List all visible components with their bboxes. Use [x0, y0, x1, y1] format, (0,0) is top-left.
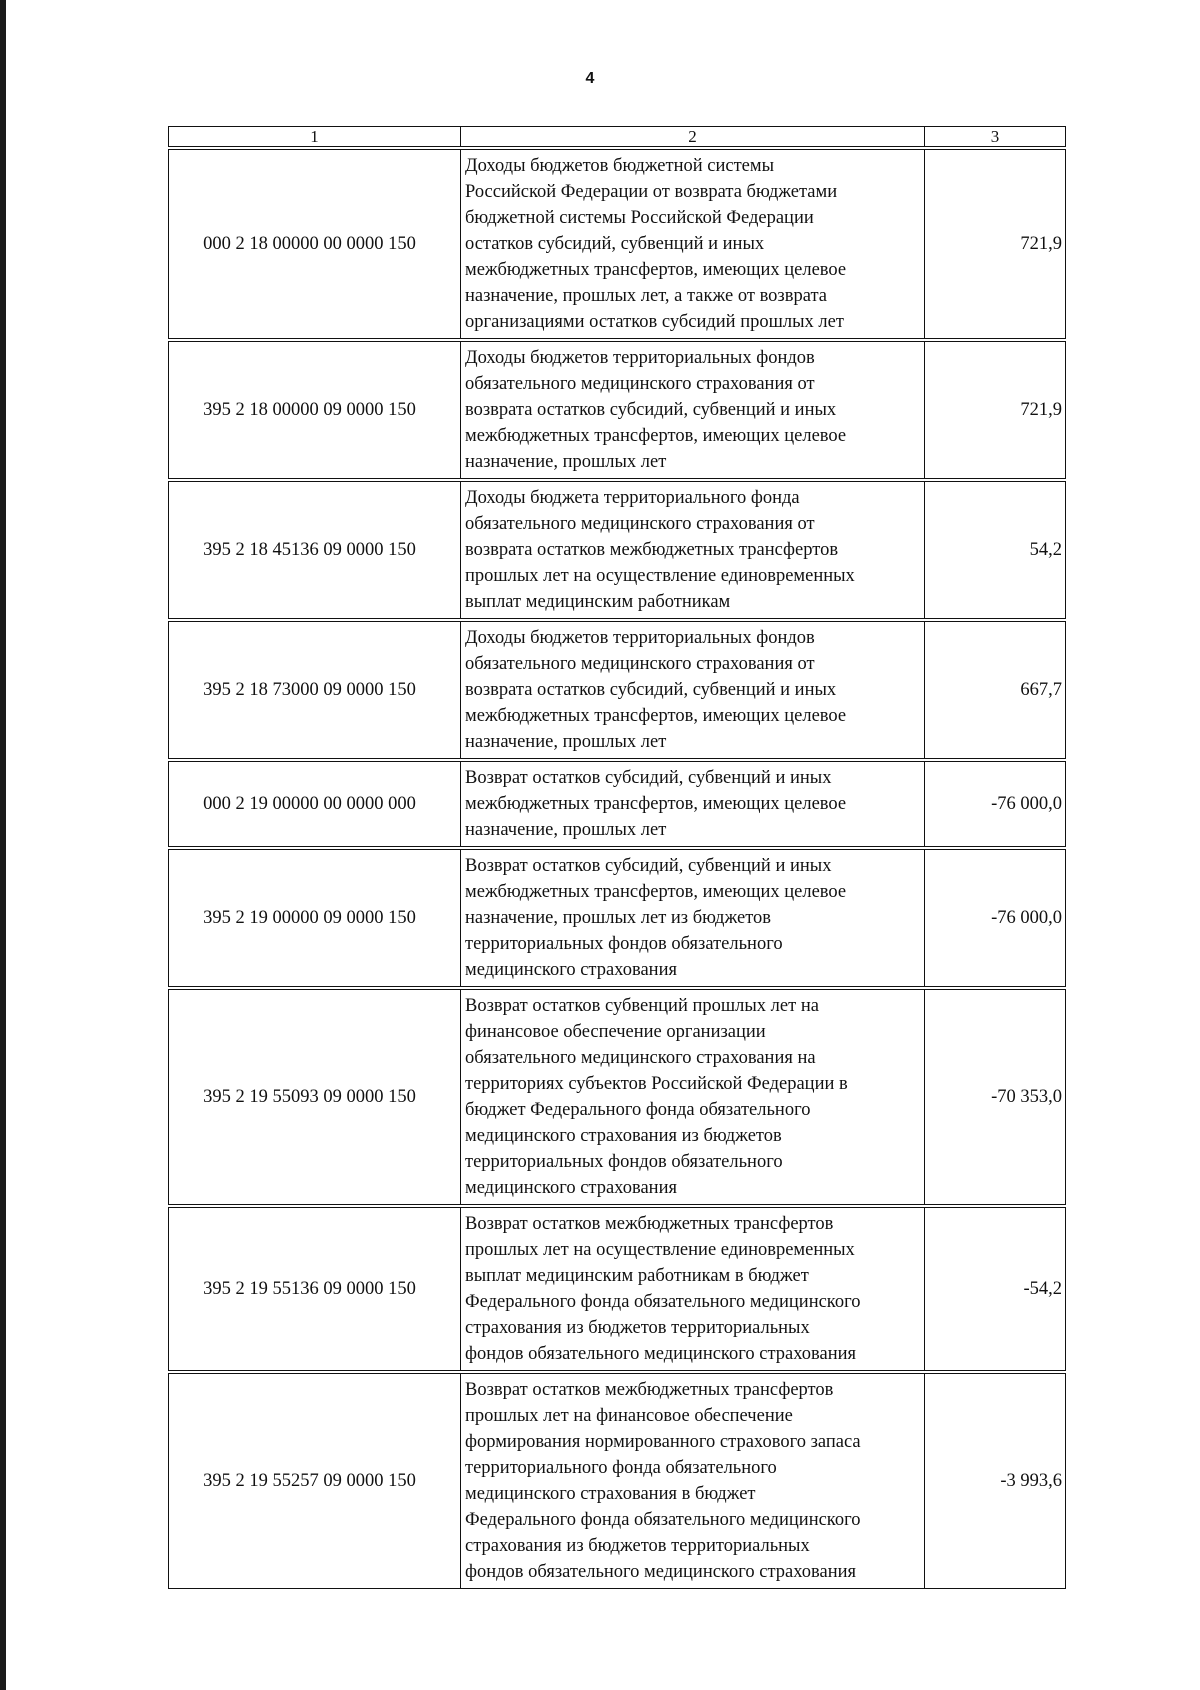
description-line: прошлых лет на осуществление единовременных	[465, 1240, 855, 1260]
description-line: Федерального фонда обязательного медицинского	[465, 1292, 861, 1312]
table-row	[169, 848, 1066, 988]
description-line: Доходы бюджетов бюджетной системы	[465, 156, 775, 176]
description-line: межбюджетных трансфертов, имеющих целевое	[465, 260, 847, 280]
description-line: межбюджетных трансфертов, имеющих целевое	[465, 794, 847, 814]
budget-code-cell: 000 2 19 00000 00 0000 000	[169, 760, 461, 848]
description-line: Федерального фонда обязательного медицинского	[465, 1510, 861, 1530]
description-cell	[461, 848, 925, 988]
description-line: межбюджетных трансфертов, имеющих целевое	[465, 706, 847, 726]
budget-code-cell: 395 2 19 00000 09 0000 150	[169, 848, 461, 988]
page-number: 4	[585, 70, 595, 87]
amount-cell: -76 000,0	[925, 760, 1066, 848]
description-line: выплат медицинским работникам в бюджет	[465, 1266, 809, 1286]
amount-cell: -54,2	[925, 1206, 1066, 1372]
description-line: Возврат остатков межбюджетных трансфертов	[465, 1214, 834, 1234]
description-line: территориальных фондов обязательного	[465, 1152, 783, 1172]
description-line: территориального фонда обязательного	[465, 1458, 777, 1478]
description-line: формирования нормированного страхового запаса	[465, 1432, 861, 1452]
table-row	[169, 480, 1066, 620]
scan-edge	[0, 0, 6, 1690]
budget-code-cell: 395 2 19 55136 09 0000 150	[169, 1206, 461, 1372]
description-line: Доходы бюджета территориального фонда	[465, 488, 800, 508]
description-line: организациями остатков субсидий прошлых лет	[465, 312, 844, 332]
description-line: медицинского страхования из бюджетов	[465, 1126, 782, 1146]
budget-code-cell: 395 2 19 55093 09 0000 150	[169, 988, 461, 1206]
description-line: финансовое обеспечение организации	[465, 1022, 766, 1042]
description-line: остатков субсидий, субвенций и иных	[465, 234, 765, 254]
table-row	[169, 340, 1066, 480]
column-header-code: 1	[169, 127, 461, 149]
table-body	[169, 127, 1066, 1589]
description-line: назначение, прошлых лет, а также от возврата	[465, 286, 827, 306]
description-line: Возврат остатков субвенций прошлых лет на	[465, 996, 819, 1016]
description-line: прошлых лет на осуществление единовременных	[465, 566, 855, 586]
table-row	[169, 988, 1066, 1206]
table-row	[169, 148, 1066, 340]
description-line: прошлых лет на финансовое обеспечение	[465, 1406, 793, 1426]
description-cell	[461, 760, 925, 848]
description-line: Доходы бюджетов территориальных фондов	[465, 348, 815, 368]
amount-cell: 721,9	[925, 340, 1066, 480]
budget-code-cell: 395 2 19 55257 09 0000 150	[169, 1372, 461, 1589]
description-line: медицинского страхования	[465, 960, 677, 980]
budget-code-cell: 395 2 18 73000 09 0000 150	[169, 620, 461, 760]
description-cell	[461, 988, 925, 1206]
description-cell	[461, 1372, 925, 1589]
description-line: возврата остатков субсидий, субвенций и иных	[465, 680, 837, 700]
column-header-amount: 3	[925, 127, 1066, 149]
description-line: Российской Федерации от возврата бюджетами	[465, 182, 838, 202]
description-line: территориальных фондов обязательного	[465, 934, 783, 954]
description-cell	[461, 340, 925, 480]
amount-cell: 721,9	[925, 148, 1066, 340]
description-line: возврата остатков межбюджетных трансфертов	[465, 540, 839, 560]
description-line: бюджет Федерального фонда обязательного	[465, 1100, 811, 1120]
table-row	[169, 1206, 1066, 1372]
description-cell	[461, 480, 925, 620]
amount-cell: -70 353,0	[925, 988, 1066, 1206]
table-row	[169, 1372, 1066, 1589]
description-line: обязательного медицинского страхования от	[465, 514, 815, 534]
description-line: территориях субъектов Российской Федерации в	[465, 1074, 848, 1094]
description-cell	[461, 620, 925, 760]
description-line: медицинского страхования в бюджет	[465, 1484, 756, 1504]
description-line: выплат медицинским работникам	[465, 592, 731, 612]
description-line: назначение, прошлых лет из бюджетов	[465, 908, 772, 928]
description-line: назначение, прошлых лет	[465, 452, 667, 472]
description-line: обязательного медицинского страхования на	[465, 1048, 816, 1068]
description-line: Доходы бюджетов территориальных фондов	[465, 628, 815, 648]
description-line: обязательного медицинского страхования от	[465, 374, 815, 394]
description-line: обязательного медицинского страхования от	[465, 654, 815, 674]
budget-code-cell: 000 2 18 00000 00 0000 150	[169, 148, 461, 340]
budget-code-cell: 395 2 18 00000 09 0000 150	[169, 340, 461, 480]
description-line: назначение, прошлых лет	[465, 820, 667, 840]
amount-cell: -3 993,6	[925, 1372, 1066, 1589]
description-line: Возврат остатков межбюджетных трансфертов	[465, 1380, 834, 1400]
description-line: межбюджетных трансфертов, имеющих целевое	[465, 882, 847, 902]
description-line: медицинского страхования	[465, 1178, 677, 1198]
table-header-row	[169, 127, 1066, 149]
description-line: возврата остатков субсидий, субвенций и иных	[465, 400, 837, 420]
amount-cell: -76 000,0	[925, 848, 1066, 988]
description-line: фондов обязательного медицинского страхования	[465, 1562, 857, 1582]
description-cell	[461, 148, 925, 340]
description-line: страхования из бюджетов территориальных	[465, 1318, 810, 1338]
description-line: бюджетной системы Российской Федерации	[465, 208, 814, 228]
description-cell	[461, 1206, 925, 1372]
description-line: фондов обязательного медицинского страхования	[465, 1344, 857, 1364]
description-line: назначение, прошлых лет	[465, 732, 667, 752]
description-line: страхования из бюджетов территориальных	[465, 1536, 810, 1556]
description-line: Возврат остатков субсидий, субвенций и иных	[465, 768, 832, 788]
budget-table	[168, 126, 1066, 1589]
table-row	[169, 760, 1066, 848]
budget-code-cell: 395 2 18 45136 09 0000 150	[169, 480, 461, 620]
table-row	[169, 620, 1066, 760]
amount-cell: 667,7	[925, 620, 1066, 760]
column-header-description: 2	[461, 127, 925, 149]
description-line: Возврат остатков субсидий, субвенций и иных	[465, 856, 832, 876]
description-line: межбюджетных трансфертов, имеющих целевое	[465, 426, 847, 446]
amount-cell: 54,2	[925, 480, 1066, 620]
